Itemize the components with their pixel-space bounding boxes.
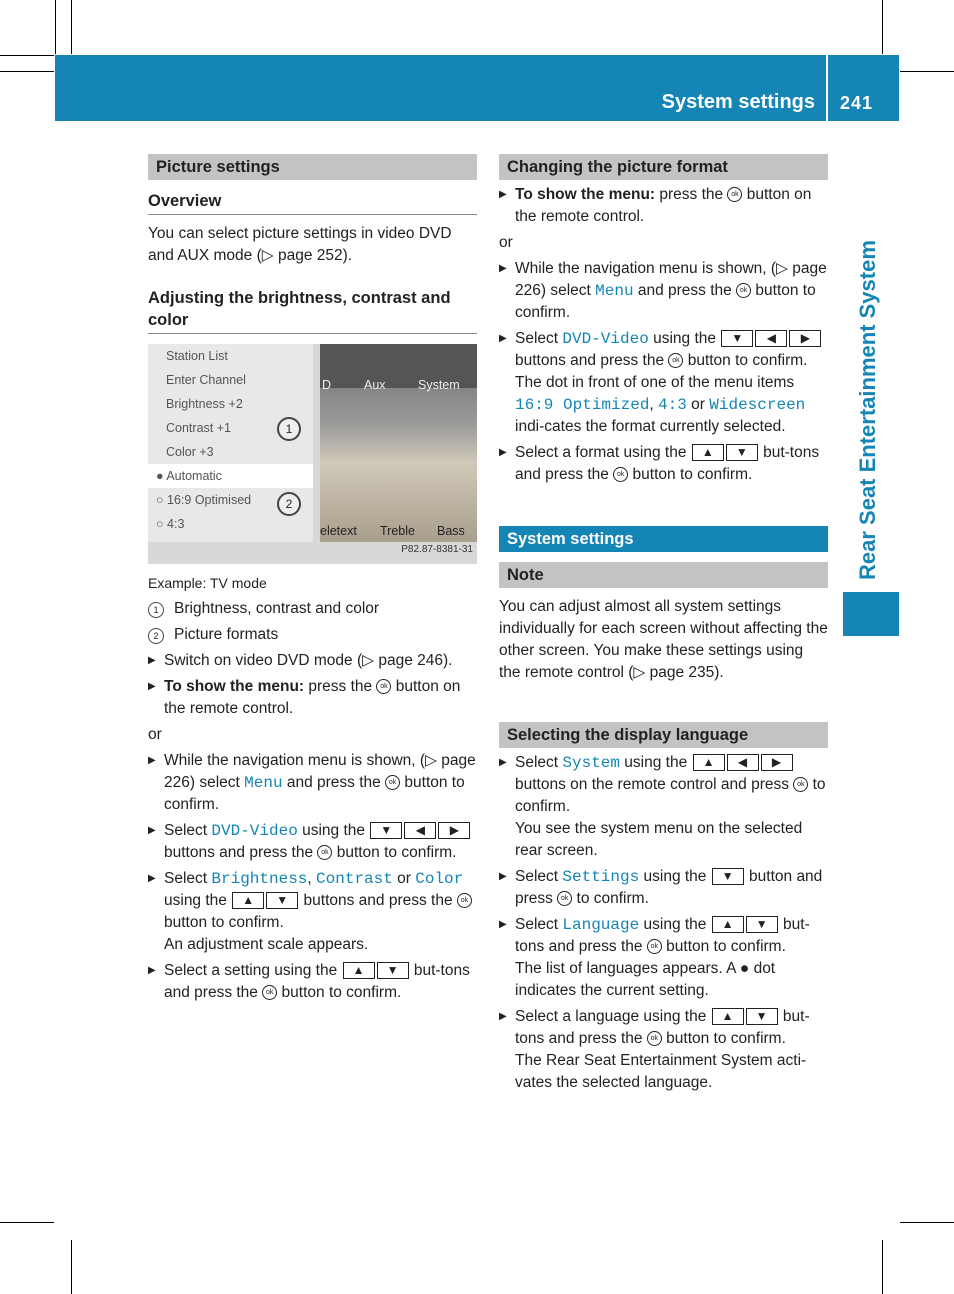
step-text: Select bbox=[164, 822, 212, 839]
ok-button-icon: ok bbox=[727, 187, 742, 202]
step-text: Select bbox=[164, 870, 212, 887]
step-text: While the navigation menu is shown, (▷ page 226) select bbox=[515, 260, 827, 299]
legend-item bbox=[148, 624, 477, 646]
step-text: Select bbox=[515, 868, 563, 885]
tv-label: System bbox=[418, 378, 460, 392]
menu-item: ○ 4:3 bbox=[156, 517, 185, 531]
right-key-icon: ▶ bbox=[438, 822, 470, 839]
step-text: buttons and press the bbox=[299, 892, 457, 909]
instruction-step bbox=[499, 1006, 828, 1094]
step-text: While the navigation menu is shown, (▷ page 226) select bbox=[164, 752, 476, 791]
instruction-step bbox=[148, 750, 477, 816]
step-text: Select bbox=[515, 916, 563, 933]
right-key-icon: ▶ bbox=[761, 754, 793, 771]
crop-mark bbox=[0, 1222, 54, 1223]
subsection-heading: Adjusting the brightness, contrast and color bbox=[148, 287, 477, 334]
step-text: and press the bbox=[282, 774, 386, 791]
legend-text: Brightness, contrast and color bbox=[174, 600, 380, 617]
ok-button-icon: ok bbox=[613, 467, 628, 482]
instruction-step bbox=[499, 442, 828, 486]
left-column bbox=[148, 154, 477, 1004]
step-text: buttons and press the bbox=[515, 352, 669, 369]
crop-mark bbox=[71, 0, 72, 54]
crop-mark bbox=[882, 1240, 883, 1294]
code-term: Menu bbox=[244, 774, 283, 792]
crop-mark bbox=[55, 0, 56, 54]
instruction-step bbox=[499, 258, 828, 324]
step-text: button to confirm. bbox=[683, 352, 808, 369]
step-text: or bbox=[686, 396, 710, 413]
left-key-icon: ◀ bbox=[404, 822, 436, 839]
instruction-step bbox=[148, 820, 477, 864]
legend-number: 2 bbox=[148, 628, 164, 644]
up-key-icon: ▲ bbox=[343, 962, 375, 979]
menu-item: Brightness +2 bbox=[166, 397, 243, 411]
ok-button-icon: ok bbox=[647, 1031, 662, 1046]
step-text: press the bbox=[304, 678, 377, 695]
or-text: or bbox=[148, 726, 162, 743]
callout-2: 2 bbox=[277, 492, 301, 516]
page-number: 241 bbox=[840, 93, 874, 113]
crop-mark bbox=[0, 71, 54, 72]
step-text: button to confirm. bbox=[164, 914, 284, 931]
step-text: or bbox=[392, 870, 416, 887]
side-tab-marker bbox=[843, 592, 899, 636]
left-key-icon: ◀ bbox=[755, 330, 787, 347]
step-text: Select bbox=[515, 754, 563, 771]
down-key-icon: ▼ bbox=[377, 962, 409, 979]
step-text: Select bbox=[515, 330, 563, 347]
up-key-icon: ▲ bbox=[692, 444, 724, 461]
code-term: DVD-Video bbox=[562, 330, 649, 348]
code-term: 4:3 bbox=[658, 396, 687, 414]
code-term: Contrast bbox=[316, 870, 393, 888]
step-bold: To show the menu: bbox=[164, 678, 305, 695]
section-heading: Selecting the display language bbox=[499, 722, 828, 748]
step-text: press the bbox=[655, 186, 728, 203]
left-key-icon: ◀ bbox=[727, 754, 759, 771]
instruction-step bbox=[499, 752, 828, 862]
page-title: System settings bbox=[661, 91, 815, 113]
down-key-icon: ▼ bbox=[712, 868, 744, 885]
step-text: Select a language using the bbox=[515, 1008, 711, 1025]
tv-label: Bass bbox=[437, 524, 465, 538]
step-text: button to confirm. bbox=[515, 282, 816, 321]
ok-button-icon: ok bbox=[647, 939, 662, 954]
ok-button-icon: ok bbox=[317, 845, 332, 860]
step-text: using the bbox=[297, 822, 370, 839]
code-term: System bbox=[562, 754, 620, 772]
section-heading: Picture settings bbox=[148, 154, 477, 180]
page-header bbox=[55, 55, 899, 121]
ok-button-icon: ok bbox=[557, 891, 572, 906]
ok-button-icon: ok bbox=[736, 283, 751, 298]
step-text: but-tons and press the bbox=[515, 916, 810, 955]
instruction-step bbox=[499, 328, 828, 438]
or-text: or bbox=[499, 234, 513, 251]
paragraph: You can adjust almost all system settings individually for each screen without affecting the other screen. You make these settings using the remote control (▷ page 235). bbox=[499, 598, 828, 681]
menu-item: ● Automatic bbox=[148, 464, 313, 488]
step-text: The dot in front of one of the menu items bbox=[515, 374, 795, 391]
step-text: button on the remote control. bbox=[164, 678, 461, 717]
step-text: to confirm. bbox=[515, 776, 826, 815]
step-text: using the bbox=[639, 916, 711, 933]
up-key-icon: ▲ bbox=[693, 754, 725, 771]
code-term: Color bbox=[415, 870, 464, 888]
step-text: using the bbox=[648, 330, 721, 347]
down-key-icon: ▼ bbox=[746, 1008, 778, 1025]
step-text: buttons on the remote control and press bbox=[515, 776, 794, 793]
crop-mark bbox=[900, 71, 954, 72]
menu-item: Color +3 bbox=[166, 445, 214, 459]
tv-label: D bbox=[322, 378, 332, 392]
down-key-icon: ▼ bbox=[370, 822, 402, 839]
step-text: button to confirm. bbox=[661, 1030, 786, 1047]
step-text: but-tons and press the bbox=[515, 444, 820, 483]
crop-mark bbox=[900, 1222, 954, 1223]
down-key-icon: ▼ bbox=[721, 330, 753, 347]
code-term: Language bbox=[562, 916, 640, 934]
header-divider bbox=[826, 55, 828, 121]
code-term: Brightness bbox=[211, 870, 308, 888]
down-key-icon: ▼ bbox=[746, 916, 778, 933]
step-text: The Rear Seat Entertainment System acti-vates the selected language. bbox=[515, 1052, 807, 1091]
down-key-icon: ▼ bbox=[266, 892, 298, 909]
code-term: 16:9 Optimized bbox=[515, 396, 650, 414]
step-text: button to confirm. bbox=[628, 466, 753, 483]
menu-item: Enter Channel bbox=[166, 373, 246, 387]
step-text: using the bbox=[639, 868, 711, 885]
subsection-heading: Overview bbox=[148, 190, 477, 215]
step-text: button and press bbox=[515, 868, 823, 907]
instruction-step bbox=[499, 914, 828, 1002]
step-text: indi-cates the format currently selected. bbox=[515, 418, 786, 435]
up-key-icon: ▲ bbox=[712, 1008, 744, 1025]
step-text: button on the remote control. bbox=[515, 186, 812, 225]
crop-mark bbox=[882, 0, 883, 54]
tv-label: Aux bbox=[364, 378, 386, 392]
step-text: Switch on video DVD mode (▷ page 246). bbox=[164, 652, 453, 669]
callout-1: 1 bbox=[277, 417, 301, 441]
instruction-step bbox=[499, 184, 828, 228]
code-term: Widescreen bbox=[709, 396, 806, 414]
figure-screen bbox=[320, 344, 477, 542]
right-column bbox=[499, 154, 828, 1094]
legend-item bbox=[148, 598, 477, 620]
figure-caption: Example: TV mode bbox=[148, 575, 267, 591]
crop-mark bbox=[0, 55, 54, 56]
step-text: button to confirm. bbox=[332, 844, 457, 861]
code-term: Settings bbox=[562, 868, 640, 886]
step-text: button to confirm. bbox=[164, 774, 465, 813]
section-heading: Changing the picture format bbox=[499, 154, 828, 180]
down-key-icon: ▼ bbox=[726, 444, 758, 461]
up-key-icon: ▲ bbox=[712, 916, 744, 933]
instruction-step bbox=[148, 650, 477, 672]
step-text: but-tons and press the bbox=[515, 1008, 810, 1047]
ok-button-icon: ok bbox=[793, 777, 808, 792]
ok-button-icon: ok bbox=[385, 775, 400, 790]
code-term: DVD-Video bbox=[211, 822, 298, 840]
step-text: An adjustment scale appears. bbox=[164, 936, 369, 953]
instruction-step bbox=[148, 960, 477, 1004]
step-text: The list of languages appears. A ● dot indicates the current setting. bbox=[515, 960, 776, 999]
ok-button-icon: ok bbox=[262, 985, 277, 1000]
step-text: , bbox=[307, 870, 317, 887]
instruction-step bbox=[148, 868, 477, 956]
tv-mode-figure bbox=[148, 344, 477, 564]
step-text: You see the system menu on the selected rear screen. bbox=[515, 820, 803, 859]
ok-button-icon: ok bbox=[457, 893, 472, 908]
step-text: using the bbox=[620, 754, 692, 771]
menu-item: ○ 16:9 Optimised bbox=[156, 493, 252, 507]
up-key-icon: ▲ bbox=[232, 892, 264, 909]
figure-code: P82.87-8381-31 bbox=[401, 544, 473, 555]
legend-text: Picture formats bbox=[174, 626, 279, 643]
step-text: but-tons and press the bbox=[164, 962, 470, 1001]
step-text: button to confirm. bbox=[277, 984, 402, 1001]
step-text: to confirm. bbox=[572, 890, 649, 907]
instruction-step bbox=[148, 676, 477, 720]
menu-item: Station List bbox=[166, 349, 228, 363]
step-text: , bbox=[649, 396, 659, 413]
step-text: Select a format using the bbox=[515, 444, 691, 461]
crop-mark bbox=[71, 1240, 72, 1294]
tv-label: eletext bbox=[320, 524, 357, 538]
step-text: using the bbox=[164, 892, 232, 909]
step-text: button to confirm. bbox=[661, 938, 786, 955]
tv-label: Treble bbox=[380, 524, 415, 538]
ok-button-icon: ok bbox=[376, 679, 391, 694]
step-bold: To show the menu: bbox=[515, 186, 656, 203]
side-tab-label: Rear Seat Entertainment System bbox=[855, 240, 880, 580]
step-text: buttons and press the bbox=[164, 844, 318, 861]
section-heading: System settings bbox=[499, 526, 828, 552]
ok-button-icon: ok bbox=[668, 353, 683, 368]
step-text: and press the bbox=[633, 282, 737, 299]
paragraph: You can select picture settings in video DVD and AUX mode (▷ page 252). bbox=[148, 225, 452, 264]
legend-number: 1 bbox=[148, 602, 164, 618]
menu-item: Contrast +1 bbox=[166, 421, 231, 435]
step-text: Select a setting using the bbox=[164, 962, 342, 979]
right-key-icon: ▶ bbox=[789, 330, 821, 347]
code-term: Menu bbox=[595, 282, 634, 300]
section-heading: Note bbox=[499, 562, 828, 588]
instruction-step bbox=[499, 866, 828, 910]
